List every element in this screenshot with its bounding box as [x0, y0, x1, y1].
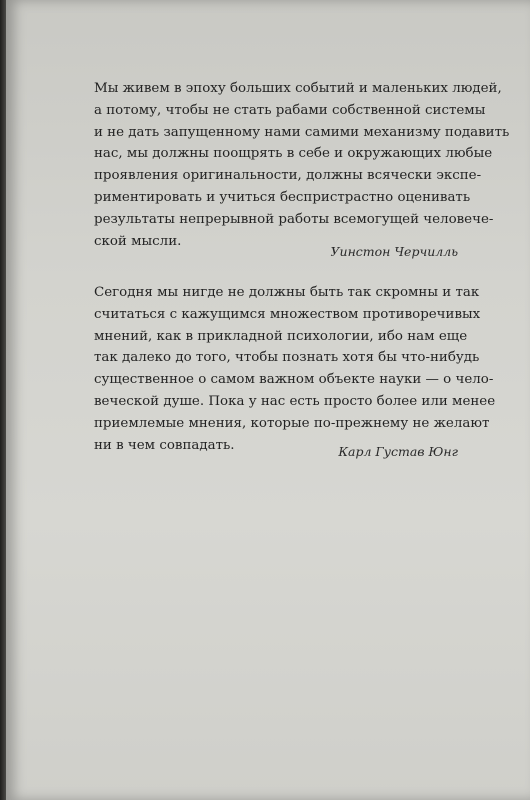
quote-line: Сегодня мы нигде не должны быть так скромны и так [94, 285, 480, 300]
quote-line: проявления оригинальности, должны всячески экспе- [94, 168, 482, 184]
quote-line: так далеко до того, чтобы познать хотя бы что-нибудь [94, 350, 480, 366]
quote-churchill [94, 78, 510, 252]
quote-author-jung: Карл Густав Юнг [338, 444, 458, 459]
quote-line: а потому, чтобы не стать рабами собственной системы [94, 102, 486, 118]
quote-author-churchill: Уинстон Черчилль [330, 244, 458, 259]
quote-line: Мы живем в эпоху больших событий и маленьких людей, [94, 81, 502, 96]
quote-line: мнений, как в прикладной психологии, ибо нам еще [94, 328, 468, 344]
quote-line: и не дать запущенному нами самими механизму подавить [94, 124, 510, 140]
book-page [6, 0, 530, 800]
quote-line: результаты непрерывной работы всемогущей человече- [94, 211, 494, 227]
quote-line: ской мысли. [94, 233, 182, 249]
quote-line: считаться с кажущимся множеством противоречивых [94, 306, 481, 322]
quote-line: риментировать и учиться беспристрастно оценивать [94, 189, 471, 205]
quote-line: приемлемые мнения, которые по-прежнему не желают [94, 415, 490, 431]
quote-line: нас, мы должны поощрять в себе и окружающих любые [94, 146, 493, 162]
quote-line: веческой душе. Пока у нас есть просто более или менее [94, 393, 496, 409]
quote-line: существенное о самом важном объекте науки — о чело- [94, 372, 494, 388]
quote-line: ни в чем совпадать. [94, 437, 235, 453]
quote-jung [94, 282, 496, 456]
